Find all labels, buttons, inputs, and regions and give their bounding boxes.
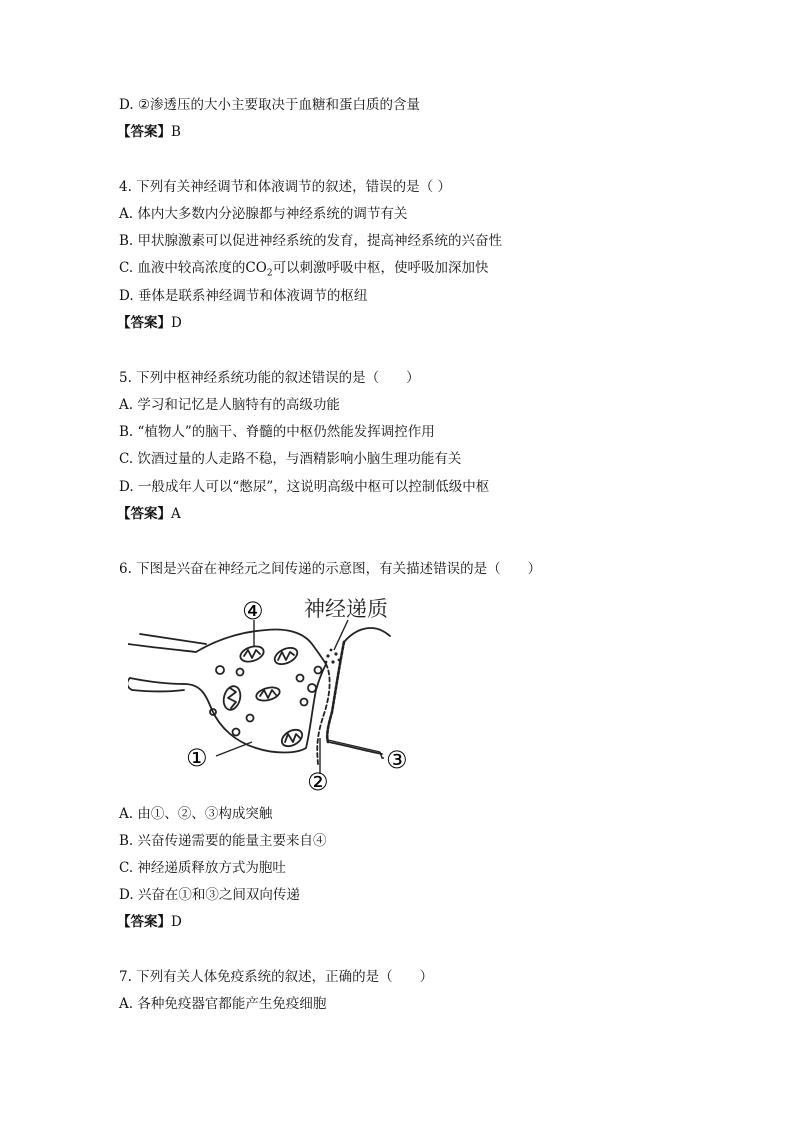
q5-option-a: A. 学习和记忆是人脑特有的高级功能 bbox=[119, 397, 340, 413]
synaptic-vesicle bbox=[301, 699, 308, 706]
label-4: ④ bbox=[242, 597, 264, 625]
mitochondrion-cristae bbox=[244, 650, 260, 658]
mitochondrion bbox=[255, 685, 281, 703]
q4-option-a: A. 体内大多数内分泌腺都与神经系统的调节有关 bbox=[119, 206, 408, 222]
q6-option-a: A. 由①、②、③构成突触 bbox=[119, 806, 273, 822]
axon-branch-lower bbox=[132, 690, 184, 692]
answer-value: D bbox=[171, 914, 182, 930]
mitochondrion-cristae bbox=[260, 690, 276, 698]
q5-option-c: C. 饮酒过量的人走路不稳，与酒精影响小脑生理功能有关 bbox=[119, 451, 462, 467]
axon-outline-upper bbox=[128, 630, 326, 664]
neurotransmitter-dots bbox=[325, 649, 341, 664]
q6-option-d: D. 兴奋在①和③之间双向传递 bbox=[119, 887, 300, 903]
postsynaptic-body-lower bbox=[328, 742, 382, 754]
postsynaptic-body-upper bbox=[344, 628, 390, 642]
mitochondrion bbox=[279, 726, 305, 749]
option-d-prev: D. ②渗透压的大小主要取决于血糖和蛋白质的含量 bbox=[119, 97, 421, 113]
synaptic-vesicle bbox=[308, 684, 316, 692]
answer-label: 【答案】 bbox=[117, 124, 171, 140]
q4-option-c bbox=[119, 259, 489, 277]
question-6-stem: 6. 下图是兴奋在神经元之间传递的示意图，有关描述错误的是（ ） bbox=[119, 561, 542, 577]
label-2: ② bbox=[307, 768, 329, 792]
synapse-diagram bbox=[128, 592, 418, 792]
q4-option-b: B. 甲状腺激素可以促进神经系统的发育，提高神经系统的兴奋性 bbox=[119, 233, 503, 249]
mitochondrion bbox=[238, 644, 265, 665]
synaptic-vesicle bbox=[297, 675, 304, 682]
answer-value: D bbox=[171, 315, 182, 331]
mitochondrion-cristae bbox=[278, 652, 294, 660]
answer-value: A bbox=[171, 506, 181, 522]
mitochondrion-cristae bbox=[228, 688, 236, 708]
mitochondrion bbox=[272, 645, 300, 668]
question-5-stem: 5. 下列中枢神经系统功能的叙述错误的是（ ） bbox=[119, 370, 420, 386]
answer-line-prev bbox=[117, 123, 181, 141]
answer-line-q5 bbox=[117, 505, 181, 523]
q4-option-d: D. 垂体是联系神经调节和体液调节的枢纽 bbox=[119, 288, 368, 304]
synaptic-vesicle bbox=[237, 669, 244, 676]
leader-line-3b bbox=[380, 752, 384, 758]
axon-branch-upper bbox=[130, 678, 184, 684]
q5-option-d: D. 一般成年人可以“憋尿”，这说明高级中枢可以控制低级中枢 bbox=[119, 479, 490, 495]
q7-option-a: A. 各种免疫器官都能产生免疫细胞 bbox=[119, 996, 327, 1012]
leader-line-3a bbox=[328, 740, 380, 752]
figure-title-neurotransmitter: 神经递质 bbox=[304, 597, 388, 621]
label-1: ① bbox=[186, 744, 208, 772]
q6-option-c: C. 神经递质释放方式为胞吐 bbox=[119, 860, 286, 876]
synaptic-vesicle bbox=[247, 715, 254, 722]
label-3: ③ bbox=[386, 746, 408, 774]
question-4-stem: 4. 下列有关神经调节和体液调节的叙述，错误的是（ ） bbox=[119, 179, 451, 195]
answer-label: 【答案】 bbox=[117, 914, 171, 930]
q4-option-c-subscript: 2 bbox=[266, 268, 273, 279]
question-7-stem: 7. 下列有关人体免疫系统的叙述，正确的是（ ） bbox=[119, 969, 434, 985]
answer-value: B bbox=[171, 124, 181, 140]
synapse-diagram-svg bbox=[128, 592, 418, 792]
mitochondrion-cristae bbox=[285, 734, 300, 742]
answer-label: 【答案】 bbox=[117, 506, 171, 522]
leader-line-1 bbox=[216, 742, 252, 756]
synaptic-vesicle bbox=[233, 729, 240, 736]
q6-option-b: B. 兴奋传递需要的能量主要来自④ bbox=[119, 833, 327, 849]
q4-option-c-text: C. 血液中较高浓度的CO bbox=[119, 260, 267, 276]
answer-line-q4 bbox=[117, 314, 182, 332]
synaptic-vesicle bbox=[216, 666, 224, 674]
leader-line-title bbox=[334, 620, 348, 650]
answer-label: 【答案】 bbox=[117, 315, 171, 331]
synaptic-vesicle bbox=[315, 667, 322, 674]
q4-option-c-text-end: 可以刺激呼吸中枢，使呼吸加深加快 bbox=[272, 260, 489, 276]
answer-line-q6 bbox=[117, 913, 182, 931]
axon-branch-tip bbox=[128, 678, 132, 690]
q5-option-b: B. “植物人”的脑干、脊髓的中枢仍然能发挥调控作用 bbox=[119, 424, 435, 440]
axon-outline-lower bbox=[184, 664, 326, 753]
axon-inner-line bbox=[140, 634, 206, 644]
